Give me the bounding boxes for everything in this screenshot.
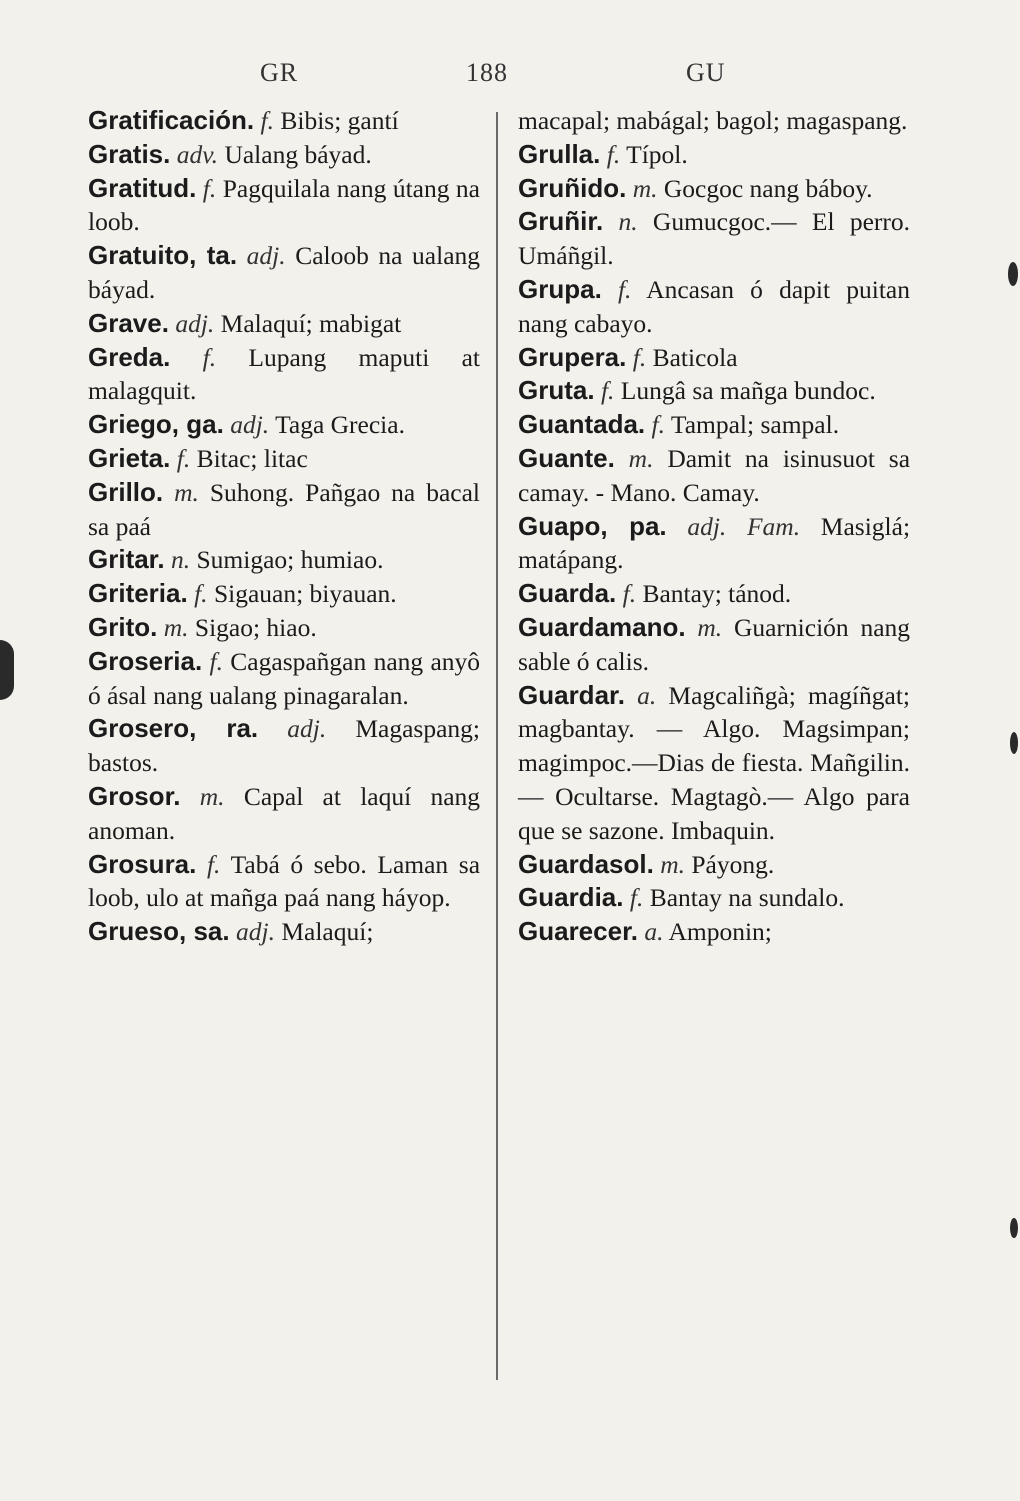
headword: Grosura. — [88, 848, 197, 879]
grammar-label: n. — [618, 207, 638, 237]
grammar-label: f. — [617, 274, 632, 304]
grammar-label: m. — [199, 781, 225, 811]
grammar-label: m. — [163, 612, 189, 642]
dictionary-entry — [88, 442, 480, 476]
dictionary-entry — [88, 780, 480, 848]
page-number: 188 — [466, 58, 508, 87]
dictionary-entry — [88, 848, 480, 916]
headword: Grito. — [88, 611, 158, 642]
headword: Grupa. — [518, 273, 602, 304]
grammar-label: n. — [170, 545, 191, 575]
headword: Grulla. — [518, 138, 601, 169]
header-letters-left: GR — [260, 58, 299, 87]
dictionary-entry — [88, 712, 480, 780]
dictionary-entry — [88, 915, 480, 949]
grammar-label: f. — [176, 443, 191, 473]
definition: Bantay; tánod. — [642, 579, 792, 609]
headword: Guardia. — [518, 882, 624, 913]
dictionary-entry — [518, 510, 910, 578]
headword: Guardasol. — [518, 848, 654, 879]
dictionary-entry — [518, 611, 910, 679]
definition: Caloob na ualang báyad. — [88, 241, 481, 304]
headword: Guapo, pa. — [518, 510, 667, 541]
dictionary-entry — [88, 476, 480, 544]
dictionary-entry — [88, 611, 480, 645]
headword: Grupera. — [518, 341, 627, 372]
grammar-label: m. — [632, 173, 658, 203]
dictionary-entry — [88, 172, 480, 240]
grammar-label: adv. — [176, 139, 219, 169]
headword: Grieta. — [88, 442, 171, 473]
definition: Páyong. — [691, 849, 775, 879]
grammar-label: a. — [644, 917, 664, 947]
dictionary-entry — [518, 138, 910, 172]
dictionary-entry — [518, 341, 910, 375]
definition: Masiglá; matápang. — [518, 511, 911, 575]
headword: Grosero, ra. — [88, 713, 259, 744]
headword: Greda. — [88, 341, 171, 372]
headword: Guardar. — [518, 679, 625, 710]
dictionary-entry — [518, 915, 910, 949]
margin-speck-right — [1010, 732, 1018, 754]
grammar-label: adj. — [246, 241, 286, 271]
definition: Típol. — [626, 139, 688, 169]
dictionary-entry — [518, 442, 910, 510]
headword: Grosor. — [88, 780, 181, 811]
grammar-label: adj. — [236, 917, 275, 947]
grammar-label: f. — [600, 376, 615, 406]
definition: Amponin; — [668, 917, 772, 947]
headword: Groseria. — [88, 645, 203, 676]
headword: Gratuito, ta. — [88, 240, 238, 271]
grammar-label: f. — [629, 883, 644, 913]
headword: Grueso, sa. — [88, 916, 230, 947]
dictionary-entry — [88, 645, 480, 713]
headword: Grillo. — [88, 476, 164, 507]
headword: Guardamano. — [518, 611, 686, 642]
grammar-label: m. — [660, 849, 685, 879]
definition: Pagquilala nang útang na loob. — [88, 173, 480, 237]
headword: Guarda. — [518, 578, 617, 609]
definition: Ancasan ó dapit puitan nang cabayo. — [518, 274, 910, 338]
margin-speck-right — [1010, 1218, 1018, 1238]
headword: Gratis. — [88, 138, 171, 169]
grammar-label: f. — [606, 139, 621, 169]
dictionary-entry — [88, 341, 480, 409]
margin-speck-right — [1008, 262, 1018, 286]
definition: Sigauan; biyauan. — [213, 579, 397, 609]
definition: Lungâ sa mañga bundoc. — [620, 376, 876, 406]
margin-speck-left — [0, 640, 14, 700]
dictionary-entry — [518, 848, 910, 882]
definition: Tampal; sampal. — [670, 410, 840, 440]
dictionary-entry — [88, 104, 480, 138]
grammar-label: f. — [206, 849, 221, 879]
grammar-label: adj. — [287, 714, 327, 744]
dictionary-entry — [518, 374, 910, 408]
grammar-label: adj. Fam. — [687, 511, 801, 541]
definition: Bantay na sundalo. — [649, 883, 845, 913]
definition: Guarnición nang sable ó calis. — [518, 612, 911, 676]
grammar-label: f. — [260, 106, 274, 135]
definition: Malaquí; mabigat — [220, 308, 402, 338]
left-column — [88, 104, 480, 949]
definition: Malaquí; — [281, 917, 374, 947]
dictionary-entry — [88, 408, 480, 442]
definition: Capal at laquí nang anoman. — [88, 781, 481, 845]
grammar-label: f. — [209, 646, 223, 676]
headword: Gruta. — [518, 375, 595, 406]
headword: Guarecer. — [518, 916, 638, 947]
headword: Griego, ga. — [88, 409, 224, 440]
definition: Bibis; gantí — [280, 106, 399, 135]
grammar-label: m. — [174, 477, 199, 507]
grammar-label: a. — [637, 680, 657, 710]
definition: macapal; mabágal; bagol; magaspang. — [518, 106, 908, 135]
dictionary-entry — [518, 172, 910, 206]
headword: Grave. — [88, 307, 169, 338]
definition: Damit na isinusuot sa camay. - Mano. Camay. — [518, 443, 911, 507]
grammar-label: m. — [697, 612, 723, 642]
definition: Bitac; litac — [196, 443, 308, 473]
grammar-label: f. — [202, 342, 217, 372]
grammar-label: f. — [202, 173, 217, 203]
dictionary-entry — [518, 205, 910, 273]
dictionary-entry — [88, 543, 480, 577]
definition: Lupang maputi at malagquit. — [88, 342, 481, 406]
dictionary-entry — [88, 307, 480, 341]
dictionary-entry — [88, 577, 480, 611]
dictionary-entry — [518, 408, 910, 442]
dictionary-entry — [518, 273, 910, 341]
grammar-label: f. — [194, 579, 208, 609]
definition: Tabá ó sebo. Laman sa loob, ulo at mañga paá nang háyop. — [88, 849, 481, 913]
headword: Guante. — [518, 442, 615, 473]
headword: Gruñir. — [518, 206, 604, 237]
dictionary-entry — [518, 577, 910, 611]
definition: Sumigao; humiao. — [196, 545, 384, 575]
definition: Baticola — [652, 342, 738, 372]
grammar-label: adj. — [175, 308, 215, 338]
column-divider — [496, 112, 498, 1380]
definition: Suhong. Pañgao na bacal sa paá — [88, 477, 480, 541]
definition: Magcaliñgà; magíñgat; magbantay. — Algo. Magsimpan; magimpoc.—Dias de fiesta. Mañgilin.— Ocultarse. Magtagò.— Algo para que se sazone. Imbaquin. — [518, 680, 910, 845]
headword: Griteria. — [88, 578, 188, 609]
header-letters-right: GU — [686, 58, 726, 87]
definition: Cagaspañgan nang anyô ó ásal nang ualang pinagaralan. — [88, 646, 481, 710]
definition: Gumucgoc.— El perro. Umáñgil. — [518, 207, 911, 271]
definition: Gocgoc nang báboy. — [663, 173, 873, 203]
grammar-label: f. — [651, 410, 665, 440]
grammar-label: m. — [628, 443, 654, 473]
grammar-label: f. — [622, 579, 637, 609]
headword: Guantada. — [518, 409, 646, 440]
definition: Magaspang; bastos. — [88, 714, 480, 778]
headword: Gratitud. — [88, 172, 197, 203]
right-column — [518, 104, 910, 949]
grammar-label: adj. — [230, 410, 270, 440]
dictionary-entry — [518, 679, 910, 848]
headword: Gritar. — [88, 544, 165, 575]
dictionary-entry — [88, 239, 480, 307]
headword: Gratificación. — [88, 105, 255, 135]
dictionary-entry — [518, 881, 910, 915]
definition: Sigao; hiao. — [194, 612, 317, 642]
definition: Ualang báyad. — [224, 139, 372, 169]
dictionary-entry — [88, 138, 480, 172]
definition: Taga Grecia. — [275, 410, 405, 440]
headword: Gruñido. — [518, 172, 627, 203]
dictionary-entry — [518, 104, 910, 138]
grammar-label: f. — [632, 342, 647, 372]
